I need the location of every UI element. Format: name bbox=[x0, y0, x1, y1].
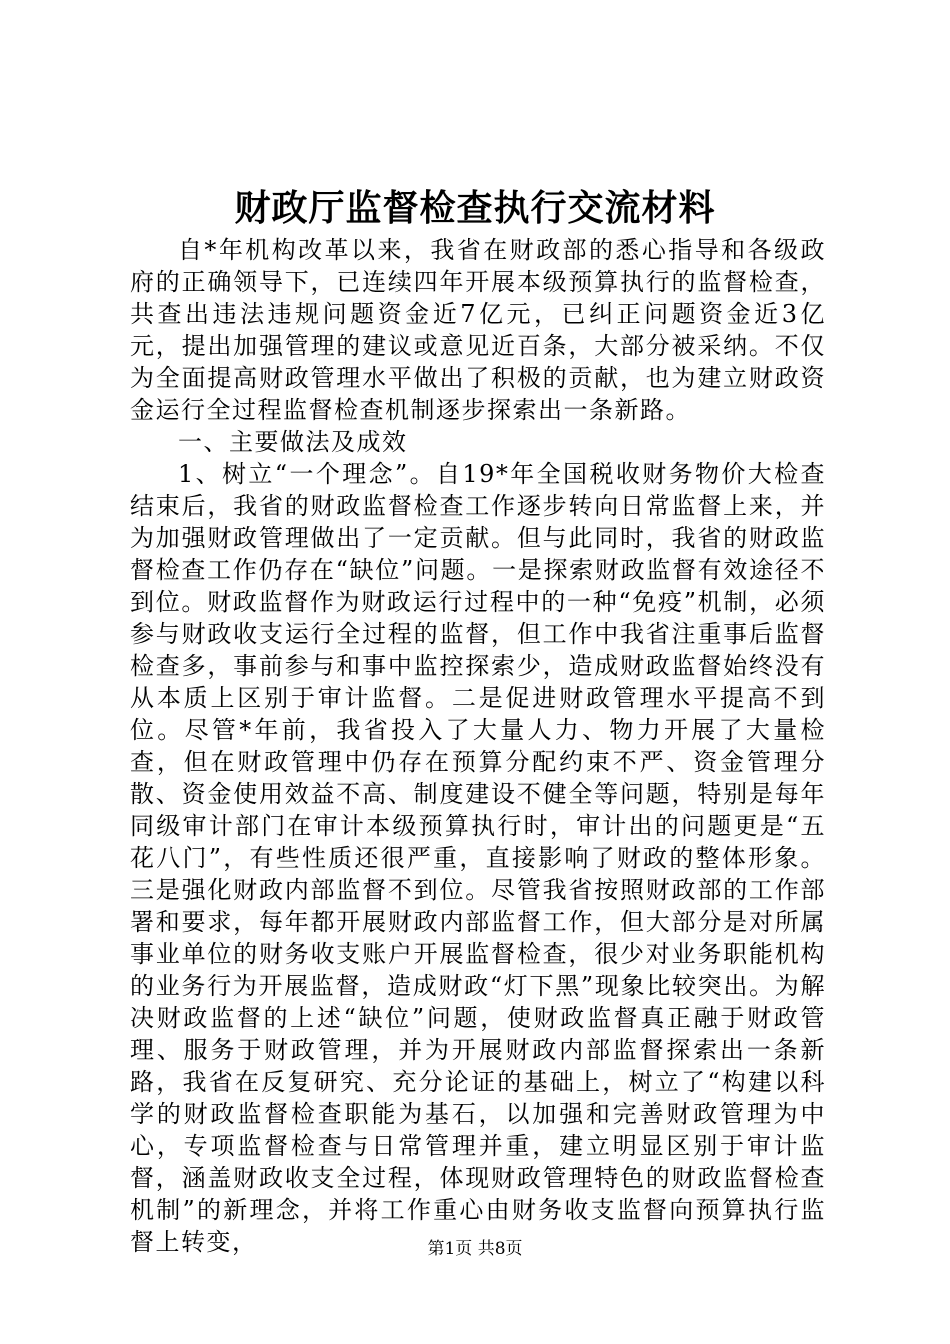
paragraph-intro: 自*年机构改革以来，我省在财政部的悉心指导和各级政府的正确领导下，已连续四年开展本级预算执行的监督检查，共查出违法违规问题资金近7亿元，已纠正问题资金近3亿元，提出加强管理的建议或意见近百条，大部分被采纳。不仅为全面提高财政管理水平做出了积极的贡献，也为建立财政资金运行全过程监督检查机制逐步探索出一条新路。 bbox=[130, 236, 826, 424]
document-title: 财政厅监督检查执行交流材料 bbox=[234, 187, 716, 229]
document-body bbox=[130, 234, 826, 1258]
section-heading: 一、主要做法及成效 bbox=[178, 428, 408, 456]
page-footer: 第1页 共8页 bbox=[427, 1239, 523, 1259]
paragraph-point-1: 1、树立“一个理念”。自19*年全国税收财务物价大检查结束后，我省的财政监督检查工作逐步转向日常监督上来，并为加强财政管理做出了一定贡献。但与此同时，我省的财政监督检查工作仍存在“缺位”问题。一是探索财政监督有效途径不到位。财政监督作为财政运行过程中的一种“免疫”机制，必须参与财政收支运行全过程的监督，但工作中我省注重事后监督检查多，事前参与和事中监控探索少，造成财政监督始终没有从本质上区别于审计监督。二是促进财政管理水平提高不到位。尽管*年前，我省投入了大量人力、物力开展了大量检查，但在财政管理中仍存在预算分配约束不严、资金管理分散、资金使用效益不高、制度建设不健全等问题，特别是每年同级审计部门在审计本级预算执行时，审计出的问题更是“五花八门”，有些性质还很严重，直接影响了财政的整体形象。三是强化财政内部监督不到位。尽管我省按照财政部的工作部署和要求，每年都开展财政内部监督工作，但大部分是对所属事业单位的财务收支账户开展监督检查，很少对业务职能机构的业务行为开展监督，造成财政“灯下黑”现象比较突出。为解决财政监督的上述“缺位”问题，使财政监督真正融于财政管理、服务于财政管理，并为开展财政内部监督探索出一条新路，我省在反复研究、充分论证的基础上，树立了“构建以科学的财政监督检查职能为基石，以加强和完善财政管理为中心，专项监督检查与日常管理并重，建立明显区别于审计监督，涵盖财政收支全过程，体现财政管理特色的财政监督检查机制”的新理念，并将工作重心由财务收支监督向预算执行监督上转变， bbox=[130, 460, 826, 1256]
